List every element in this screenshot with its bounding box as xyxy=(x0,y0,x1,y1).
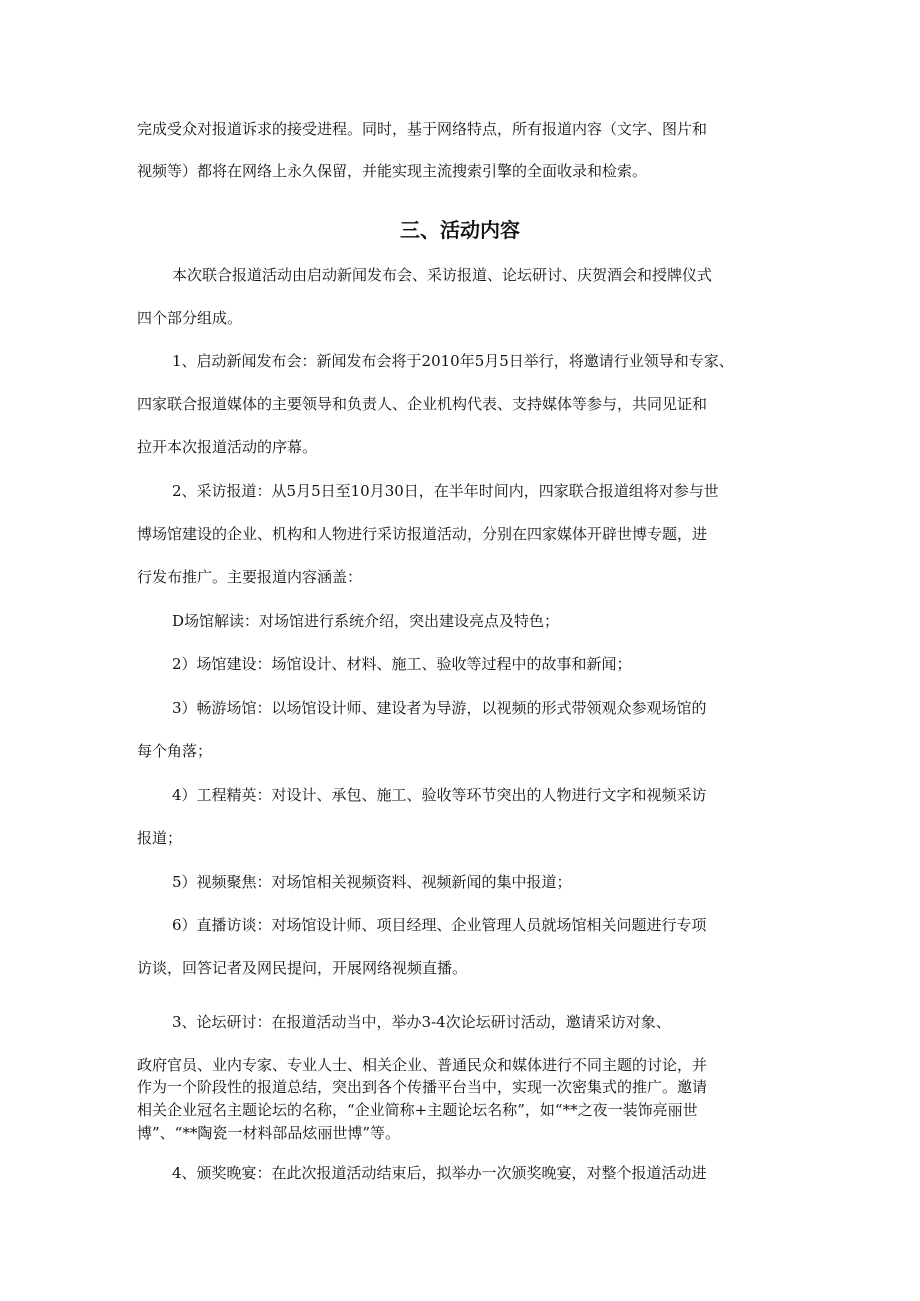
sub-item-4-line-1: 4）工程精英：对设计、承包、施工、验收等环节突出的人物进行文字和视频采访 xyxy=(172,786,707,804)
sub-item-2: 2）场馆建设：场馆设计、材料、施工、验收等过程中的故事和新闻； xyxy=(172,655,632,673)
overview-line-2: 四个部分组成。 xyxy=(137,309,243,327)
sub-item-3-line-1: 3）畅游场馆：以场馆设计师、建设者为导游，以视频的形式带领观众参观场馆的 xyxy=(172,699,707,717)
item1-line-3: 拉开本次报道活动的序幕。 xyxy=(137,438,318,456)
item2-line-1: 2、采访报道：从5月5日至10月30日，在半年时间内，四家联合报道组将对参与世 xyxy=(172,482,719,500)
item3-line-3: 作为一个阶段性的报道总结，突出到各个传播平台当中，实现一次密集式的推广。邀请 xyxy=(137,1078,708,1096)
sub-item-1: D场馆解读：对场馆进行系统介绍，突出建设亮点及特色； xyxy=(172,612,560,630)
item3-line-1: 3、论坛研讨：在报道活动当中，举办3-4次论坛研讨活动，邀请采访对象、 xyxy=(172,1013,671,1031)
item3-line-4: 相关企业冠名主题论坛的名称，“企业简称+主题论坛名称”，如“**之夜一装饰亮丽世 xyxy=(137,1101,698,1119)
overview-line-1: 本次联合报道活动由启动新闻发布会、采访报道、论坛研讨、庆贺酒会和授牌仪式 xyxy=(172,266,713,284)
sub-item-6-line-2: 访谈，回答记者及网民提问，开展网络视频直播。 xyxy=(137,959,468,977)
sub-item-5: 5）视频聚焦：对场馆相关视频资料、视频新闻的集中报道； xyxy=(172,873,572,891)
item3-line-5: 博”、“**陶瓷一材料部品炫丽世博”等。 xyxy=(137,1124,401,1142)
sub-item-4-line-2: 报道； xyxy=(137,829,183,847)
intro-line-2: 视频等）都将在网络上永久保留，并能实现主流搜索引擎的全面收录和检索。 xyxy=(137,162,648,180)
sub-item-6-line-1: 6）直播访谈：对场馆设计师、项目经理、企业管理人员就场馆相关问题进行专项 xyxy=(172,916,707,934)
sub-item-3-line-2: 每个角落； xyxy=(137,742,213,760)
item2-line-3: 行发布推广。主要报道内容涵盖： xyxy=(137,568,363,586)
item3-line-2: 政府官员、业内专家、专业人士、相关企业、普通民众和媒体进行不同主题的讨论，并 xyxy=(137,1056,708,1074)
item4-line-1: 4、颁奖晚宴：在此次报道活动结束后，拟举办一次颁奖晚宴，对整个报道活动进 xyxy=(172,1164,707,1182)
intro-line-1: 完成受众对报道诉求的接受进程。同时，基于网络特点，所有报道内容（文字、图片和 xyxy=(137,120,708,138)
item2-line-2: 博场馆建设的企业、机构和人物进行采访报道活动，分别在四家媒体开辟世博专题，进 xyxy=(137,525,708,543)
section-heading: 三、活动内容 xyxy=(400,218,520,242)
item1-line-2: 四家联合报道媒体的主要领导和负责人、企业机构代表、支持媒体等参与，共同见证和 xyxy=(137,395,708,413)
item1-line-1: 1、启动新闻发布会：新闻发布会将于2010年5月5日举行，将邀请行业领导和专家、 xyxy=(172,352,734,370)
